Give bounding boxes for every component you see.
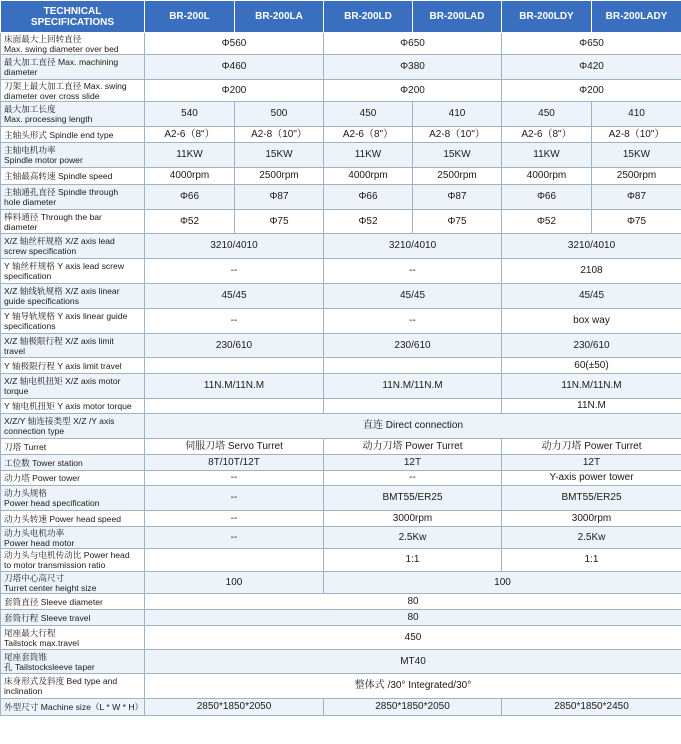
spec-label: X/Z 轴极限行程 X/Z axis limit travel (1, 334, 145, 358)
spec-row (1, 33, 681, 55)
spec-value: 450 (502, 102, 592, 127)
spec-value: 45/45 (324, 284, 502, 309)
spec-value: -- (145, 527, 324, 549)
spec-value: -- (145, 511, 324, 527)
specifications-heading: TECHNICAL SPECIFICATIONS (1, 1, 145, 33)
spec-label: X/Z/Y 轴连接类型 X/Z /Y axis connection type (1, 414, 145, 439)
spec-row (1, 259, 681, 284)
spec-label: Y 轴极限行程 Y axis limit travel (1, 358, 145, 374)
spec-value: 11N.M (502, 399, 681, 414)
spec-row (1, 414, 681, 439)
spec-value (145, 358, 324, 374)
spec-value (145, 549, 324, 572)
spec-row (1, 358, 681, 374)
spec-value: A2-8（10"） (235, 127, 324, 143)
spec-label: 尾座最大行程 Tailstock max.travel (1, 626, 145, 650)
spec-row (1, 143, 681, 168)
spec-row (1, 650, 681, 674)
spec-row (1, 80, 681, 102)
spec-value: Φ380 (324, 55, 502, 80)
spec-row (1, 549, 681, 572)
spec-value: 11KW (145, 143, 235, 168)
spec-label: 刀塔 Turret (1, 439, 145, 455)
spec-value: 410 (592, 102, 681, 127)
spec-value: Y-axis power tower (502, 471, 681, 486)
spec-label: 主轴通孔直径 Spindle through hole diameter (1, 185, 145, 210)
spec-label: X/Z 轴线轨规格 X/Z axis linear guide specifications (1, 284, 145, 309)
spec-value: 230/610 (502, 334, 681, 358)
spec-label: 动力头与电机传动比 Power head to motor transmission ratio (1, 549, 145, 572)
spec-row (1, 527, 681, 549)
spec-row (1, 594, 681, 610)
spec-value: 410 (413, 102, 502, 127)
spec-value: A2-6（8"） (324, 127, 413, 143)
spec-value: -- (145, 309, 324, 334)
spec-value: 2.5Kw (324, 527, 502, 549)
spec-value: 3210/4010 (145, 234, 324, 259)
spec-row (1, 334, 681, 358)
spec-value: 伺服刀塔 Servo Turret (145, 439, 324, 455)
spec-value: -- (324, 259, 502, 284)
spec-value: 1:1 (502, 549, 681, 572)
spec-value: 8T/10T/12T (145, 455, 324, 471)
spec-value: 动力刀塔 Power Turret (502, 439, 681, 455)
spec-label: 刀塔中心高尺寸 Turret center height size (1, 572, 145, 594)
spec-value: 2850*1850*2050 (324, 699, 502, 716)
spec-value: Φ200 (145, 80, 324, 102)
spec-row (1, 626, 681, 650)
spec-row (1, 455, 681, 471)
spec-label: 动力头转速 Power head speed (1, 511, 145, 527)
spec-label: 工位数 Tower station (1, 455, 145, 471)
spec-value: 60(±50) (502, 358, 681, 374)
spec-value: 15KW (592, 143, 681, 168)
spec-value: Φ200 (324, 80, 502, 102)
spec-value: 11N.M/11N.M (145, 374, 324, 399)
spec-value: Φ75 (235, 210, 324, 234)
spec-value: 11KW (324, 143, 413, 168)
spec-value: 450 (324, 102, 413, 127)
spec-label: 主轴最高转速 Spindle speed (1, 168, 145, 185)
spec-value: A2-6（8"） (145, 127, 235, 143)
specifications-body (1, 33, 681, 716)
spec-value: 3000rpm (324, 511, 502, 527)
spec-row (1, 439, 681, 455)
spec-row (1, 55, 681, 80)
spec-value: 2850*1850*2050 (145, 699, 324, 716)
spec-value: 500 (235, 102, 324, 127)
spec-row (1, 234, 681, 259)
model-header: BR-200LA (235, 1, 324, 33)
spec-row (1, 572, 681, 594)
spec-value: -- (145, 486, 324, 511)
spec-value: BMT55/ER25 (502, 486, 681, 511)
spec-value: 3000rpm (502, 511, 681, 527)
spec-row (1, 511, 681, 527)
spec-value: 2108 (502, 259, 681, 284)
spec-value: 4000rpm (502, 168, 592, 185)
spec-value: 直连 Direct connection (145, 414, 681, 439)
spec-label: 主轴头形式 Spindle end type (1, 127, 145, 143)
model-header: BR-200LD (324, 1, 413, 33)
spec-label: 床面最大上回转直径 Max. swing diameter over bed (1, 33, 145, 55)
spec-row (1, 102, 681, 127)
spec-value: 11N.M/11N.M (324, 374, 502, 399)
spec-label: Y 轴丝杆规格 Y axis lead screw specification (1, 259, 145, 284)
spec-label: 主轴电机功率 Spindle motor power (1, 143, 145, 168)
spec-value: Φ650 (324, 33, 502, 55)
spec-value: -- (324, 471, 502, 486)
spec-value: 2850*1850*2450 (502, 699, 681, 716)
spec-row (1, 486, 681, 511)
model-header: BR-200LAD (413, 1, 502, 33)
spec-value: BMT55/ER25 (324, 486, 502, 511)
spec-value: Φ560 (145, 33, 324, 55)
spec-label: Y 轴电机扭矩 Y axis motor torque (1, 399, 145, 414)
spec-value: Φ420 (502, 55, 681, 80)
spec-label: 最大加工直径 Max. machining diameter (1, 55, 145, 80)
spec-label: 动力头电机功率 Power head motor (1, 527, 145, 549)
spec-value: 3210/4010 (324, 234, 502, 259)
spec-label: X/Z 轴丝杆规格 X/Z axis lead screw specification (1, 234, 145, 259)
spec-value: 12T (502, 455, 681, 471)
model-header: BR-200LADY (592, 1, 681, 33)
spec-value: 2500rpm (235, 168, 324, 185)
spec-value: 45/45 (145, 284, 324, 309)
spec-label: 动力头规格 Power head specification (1, 486, 145, 511)
spec-value (324, 358, 502, 374)
spec-label: 尾座套筒锥 孔 Tailstocksleeve taper (1, 650, 145, 674)
spec-row (1, 185, 681, 210)
spec-value: 4000rpm (145, 168, 235, 185)
spec-label: 套筒行程 Sleeve travel (1, 610, 145, 626)
spec-value: 15KW (413, 143, 502, 168)
spec-value: 11N.M/11N.M (502, 374, 681, 399)
spec-value: 2500rpm (592, 168, 681, 185)
spec-row (1, 374, 681, 399)
spec-value: 80 (145, 594, 681, 610)
spec-row (1, 471, 681, 486)
spec-value: -- (145, 259, 324, 284)
spec-value: Φ87 (592, 185, 681, 210)
spec-value: -- (324, 309, 502, 334)
spec-value: box way (502, 309, 681, 334)
spec-value: 15KW (235, 143, 324, 168)
spec-row (1, 674, 681, 699)
spec-label: 棒料通径 Through the bar diameter (1, 210, 145, 234)
spec-value: 80 (145, 610, 681, 626)
spec-label: 床身形式及斜度 Bed type and inclination (1, 674, 145, 699)
spec-value: 100 (324, 572, 681, 594)
spec-value: Φ200 (502, 80, 681, 102)
spec-value: 1:1 (324, 549, 502, 572)
spec-label: X/Z 轴电机扭矩 X/Z axis motor torque (1, 374, 145, 399)
spec-value: A2-8（10"） (413, 127, 502, 143)
spec-row (1, 127, 681, 143)
spec-row (1, 699, 681, 716)
spec-value: 450 (145, 626, 681, 650)
spec-row (1, 309, 681, 334)
spec-value: 3210/4010 (502, 234, 681, 259)
spec-value: 动力刀塔 Power Turret (324, 439, 502, 455)
spec-label: 套筒直径 Sleeve diameter (1, 594, 145, 610)
spec-value: Φ52 (324, 210, 413, 234)
spec-value: Φ75 (413, 210, 502, 234)
spec-value: 230/610 (324, 334, 502, 358)
spec-value: 2500rpm (413, 168, 502, 185)
spec-row (1, 399, 681, 414)
spec-label: 最大加工长度 Max. processing length (1, 102, 145, 127)
spec-value: A2-8（10"） (592, 127, 681, 143)
spec-row (1, 210, 681, 234)
spec-value: A2-6（8"） (502, 127, 592, 143)
model-header: BR-200LDY (502, 1, 592, 33)
spec-value: Φ75 (592, 210, 681, 234)
spec-row (1, 610, 681, 626)
spec-value: Φ52 (145, 210, 235, 234)
spec-value (324, 399, 502, 414)
spec-value: Φ52 (502, 210, 592, 234)
spec-value: -- (145, 471, 324, 486)
spec-value: 整体式 /30° Integrated/30° (145, 674, 681, 699)
spec-value: MT40 (145, 650, 681, 674)
spec-value: 12T (324, 455, 502, 471)
spec-value (145, 399, 324, 414)
spec-row (1, 284, 681, 309)
spec-value: Φ66 (145, 185, 235, 210)
spec-value: 2.5Kw (502, 527, 681, 549)
spec-label: 动力塔 Power tower (1, 471, 145, 486)
spec-value: Φ66 (502, 185, 592, 210)
spec-value: Φ87 (413, 185, 502, 210)
spec-value: Φ650 (502, 33, 681, 55)
spec-value: 45/45 (502, 284, 681, 309)
spec-value: 230/610 (145, 334, 324, 358)
spec-value: Φ66 (324, 185, 413, 210)
spec-value: 100 (145, 572, 324, 594)
spec-value: Φ460 (145, 55, 324, 80)
model-header: BR-200L (145, 1, 235, 33)
spec-value: 4000rpm (324, 168, 413, 185)
spec-label: 外型尺寸 Machine size（L * W * H） (1, 699, 145, 716)
spec-value: 11KW (502, 143, 592, 168)
spec-value: Φ87 (235, 185, 324, 210)
spec-value: 540 (145, 102, 235, 127)
spec-label: 刀架上最大加工直径 Max. swing diameter over cross slide (1, 80, 145, 102)
header-row (1, 1, 681, 33)
spec-label: Y 轴导轨规格 Y axis linear guide specifications (1, 309, 145, 334)
spec-row (1, 168, 681, 185)
